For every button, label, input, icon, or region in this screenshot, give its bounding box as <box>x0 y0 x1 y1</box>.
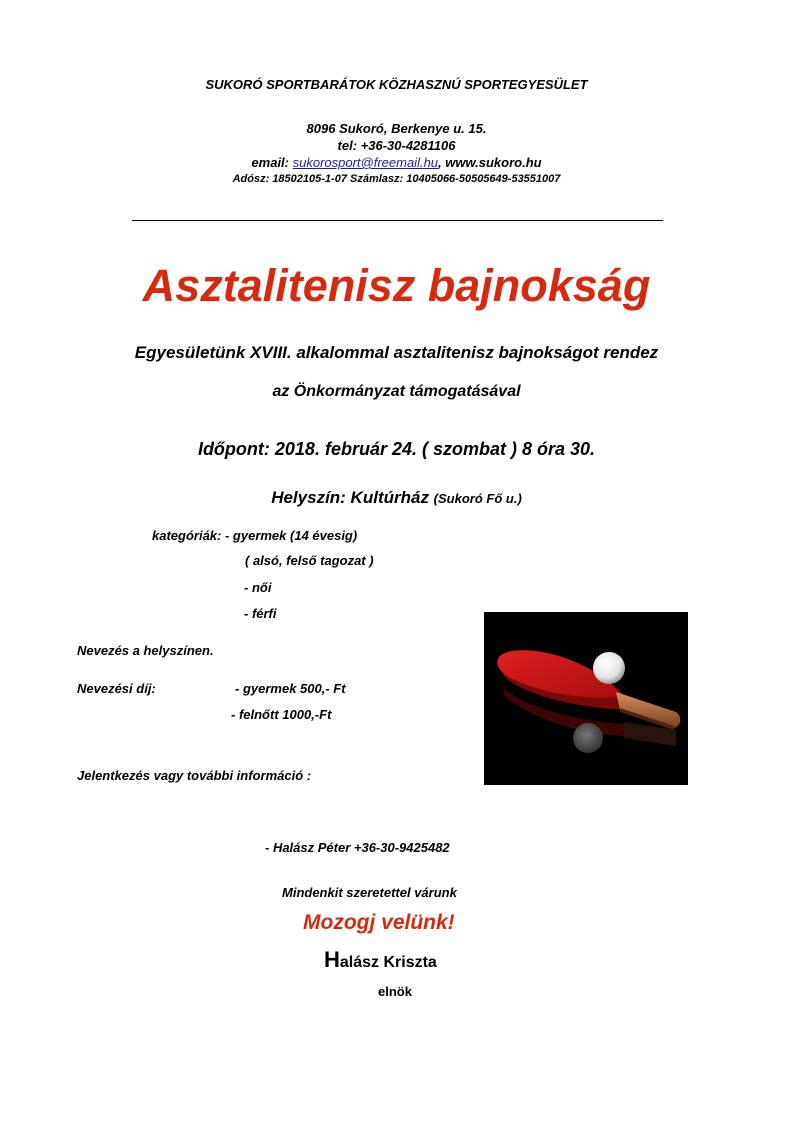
welcome-text: Mindenkit szeretettel várunk <box>282 885 457 900</box>
signature-name <box>324 947 437 973</box>
category-women: - női <box>244 580 272 595</box>
email-link[interactable]: sukorosport@freemail.hu <box>292 155 439 170</box>
registration-note: Nevezés a helyszínen. <box>77 643 214 658</box>
fee-label: Nevezési díj: <box>77 681 156 696</box>
category-school-levels: ( alsó, felső tagozat ) <box>245 553 374 568</box>
signature-rest: alász Kriszta <box>339 954 437 971</box>
category-men: - férfi <box>244 606 277 621</box>
categories-label: kategóriák: - gyermek (14 évesig) <box>152 528 358 543</box>
org-name: SUKORÓ SPORTBARÁTOK KÖZHASZNÚ SPORTEGYESÜLET <box>205 77 588 92</box>
signature-role: elnök <box>378 984 412 999</box>
table-tennis-photo <box>484 612 688 785</box>
intro-line-1: Egyesületünk XVIII. alkalommal asztalitenisz bajnokságot rendez <box>134 343 659 362</box>
email-label: email: <box>251 155 293 170</box>
event-time: Időpont: 2018. február 24. ( szombat ) 8 óra 30. <box>197 439 596 459</box>
event-venue <box>0 488 793 508</box>
page-title: Asztalitenisz bajnokság <box>142 260 651 311</box>
contact-person: - Halász Péter +36-30-9425482 <box>265 840 450 855</box>
header-divider <box>132 220 663 221</box>
venue-detail: (Sukoró Fő u.) <box>433 491 522 506</box>
slogan: Mozogj velünk! <box>303 911 455 934</box>
signature-initial: H <box>324 947 340 972</box>
intro-line-2: az Önkormányzat támogatásával <box>272 383 521 400</box>
fee-child: - gyermek 500,- Ft <box>235 681 346 696</box>
tax-info: Adósz: 18502105-1-07 Számlasz: 10405066-50505649-53551007 <box>232 173 561 185</box>
venue-label: Helyszín: Kultúrház <box>271 488 434 507</box>
table-tennis-paddle-icon <box>484 612 688 785</box>
fee-adult: - felnőtt 1000,-Ft <box>231 707 332 722</box>
org-phone: tel: +36-30-4281106 <box>337 138 456 153</box>
org-address: 8096 Sukoró, Berkenye u. 15. <box>306 121 487 136</box>
contact-heading: Jelentkezés vagy további információ : <box>77 768 312 783</box>
website-text: , www.sukoro.hu <box>438 155 542 170</box>
org-contact-line <box>0 155 793 170</box>
